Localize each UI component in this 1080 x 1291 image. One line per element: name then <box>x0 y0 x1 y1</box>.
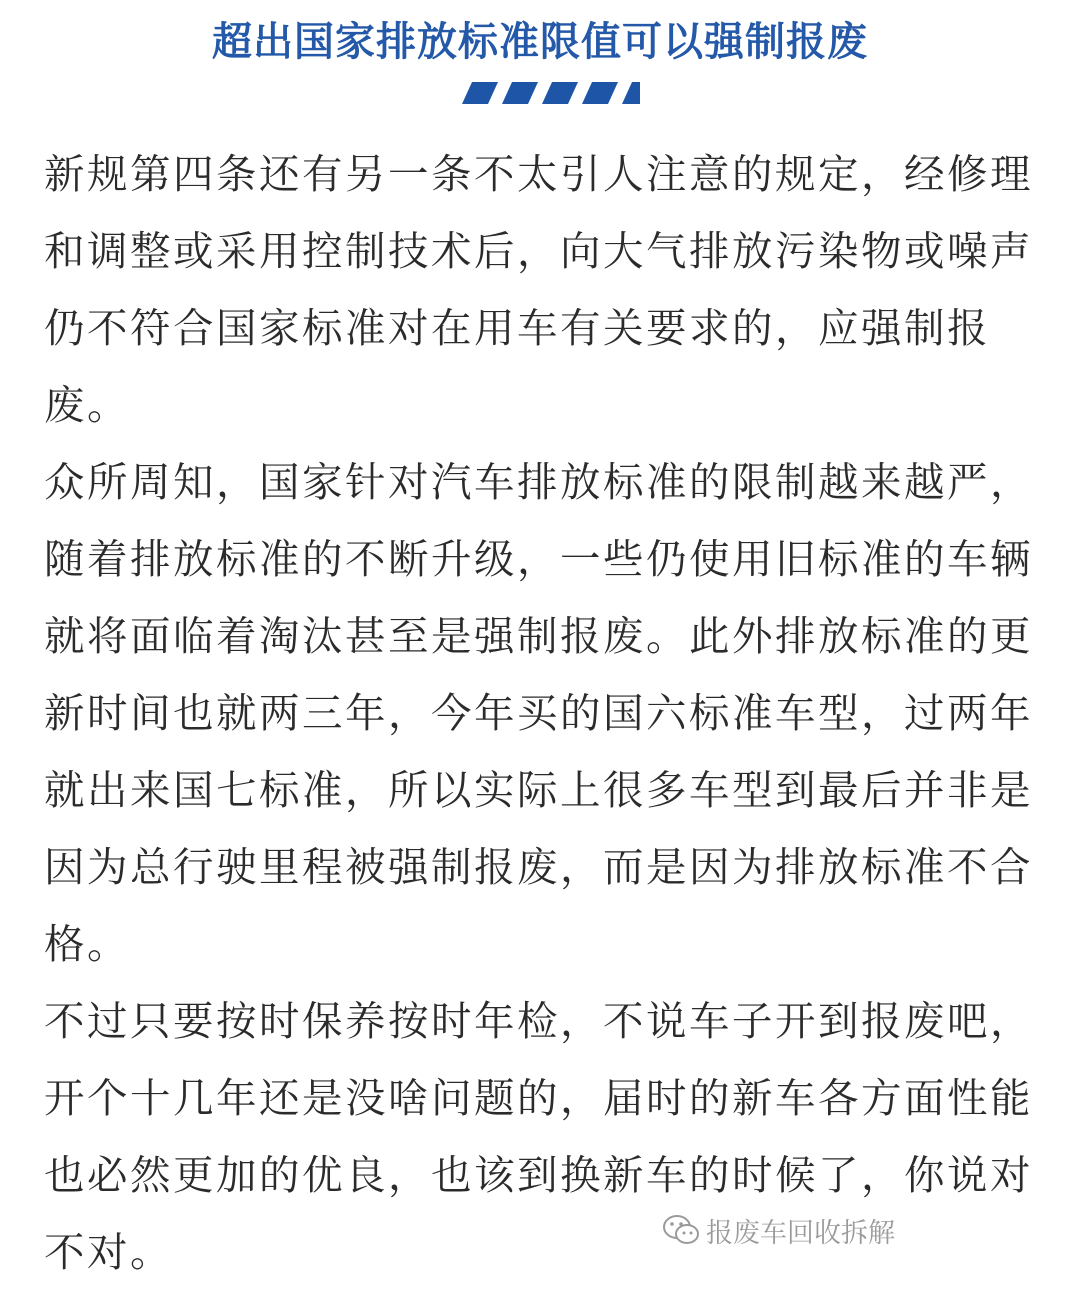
paragraph-1: 新规第四条还有另一条不太引人注意的规定，经修理和调整或采用控制技术后，向大气排放污染物或噪声仍不符合国家标准对在用车有关要求的，应强制报废。 <box>44 150 1033 429</box>
paragraph-2: 众所周知，国家针对汽车排放标准的限制越来越严，随着排放标准的不断升级，一些仍使用旧标准的车辆就将面临着淘汰甚至是强制报废。此外排放标准的更新时间也就两三年，今年买的国六标准车型，过两年就出来国七标准，所以实际上很多车型到最后并非是因为总行驶里程被强制报废，而是因为排放标准不合格。 <box>44 458 1033 968</box>
watermark-text: 报废车回收拆解 <box>706 1217 895 1249</box>
paragraph-3: 不过只要按时保养按时年检，不说车子开到报废吧，开个十几年还是没啥问题的，届时的新车各方面性能也必然更加的优良，也该到换新车的时候了，你说对不对。 <box>44 997 1033 1276</box>
article-body <box>44 136 1056 1291</box>
decorative-stripes <box>462 82 640 104</box>
stripe <box>582 82 618 104</box>
stripe <box>622 82 640 104</box>
stripe <box>502 82 538 104</box>
watermark <box>662 1210 901 1250</box>
wechat-icon <box>662 1213 700 1247</box>
stripe <box>542 82 578 104</box>
article-header <box>0 0 1080 120</box>
stripe <box>462 82 498 104</box>
section-title: 超出国家排放标准限值可以强制报废 <box>212 19 868 65</box>
